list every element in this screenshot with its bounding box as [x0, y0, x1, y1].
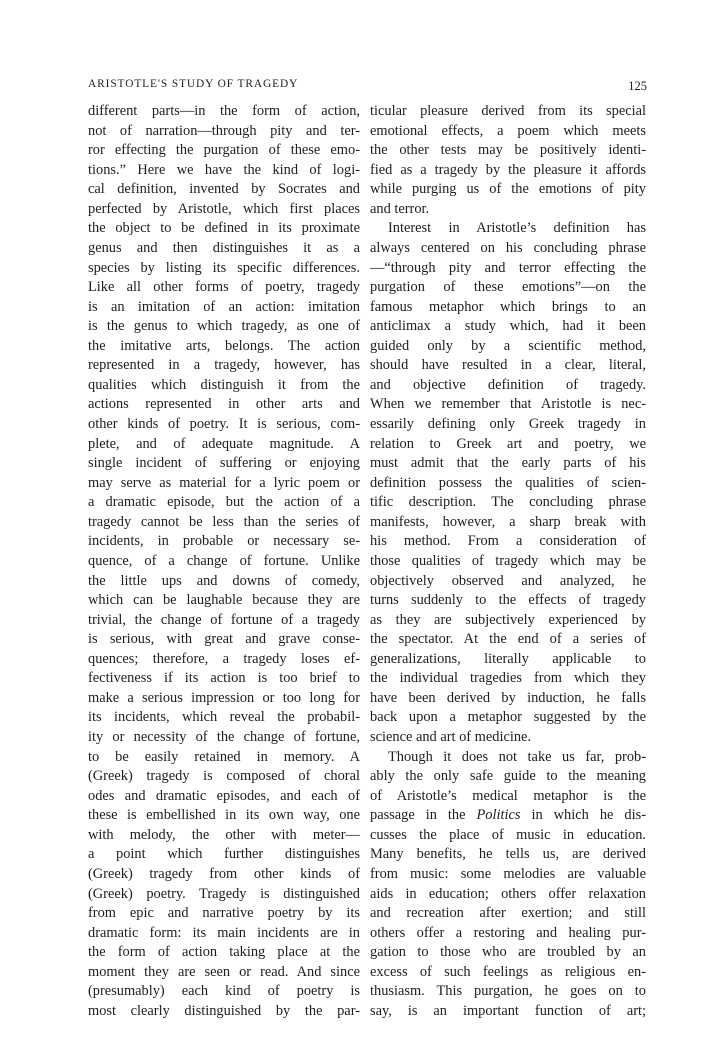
- text-line: back upon a metaphor suggested by the: [370, 709, 646, 726]
- text-line: of Aristotle’s medical metaphor is the: [370, 787, 646, 804]
- text-line: trivial, the change of fortune of a tragedy: [88, 611, 360, 628]
- text-line: from epic and narrative poetry by its: [88, 905, 360, 922]
- text-line: definition possess the qualities of scien-: [370, 474, 646, 491]
- text-line: relation to Greek art and poetry, we: [370, 435, 646, 452]
- text-line: anticlimax a study which, had it been: [370, 318, 646, 335]
- text-line: dramatic form: its main incidents are in: [88, 924, 360, 941]
- text-line: objectively observed and analyzed, he: [370, 572, 646, 589]
- text-line: aids in education; others offer relaxation: [370, 885, 646, 902]
- text-line: genus and then distinguishes it as a: [88, 239, 360, 256]
- text-line: its incidents, which reveal the probabil-: [88, 709, 360, 726]
- text-line: the object to be defined in its proximate: [88, 220, 360, 237]
- text-line: essarily defining only Greek tragedy in: [370, 416, 646, 432]
- text-line: the form of action taking place at the: [88, 944, 360, 961]
- text-line: the individual tragedies from which they: [370, 670, 646, 687]
- text-line: most clearly distinguished by the par-: [88, 1002, 360, 1019]
- text-line: different parts—in the form of action,: [88, 103, 360, 119]
- text-line: When we remember that Aristotle is nec-: [370, 396, 646, 413]
- right-text-column: [370, 102, 646, 1021]
- text-line: the imitative arts, belongs. The action: [88, 337, 360, 354]
- text-line: the other tests may be positively identi-: [370, 142, 646, 159]
- text-line: a dramatic episode, but the action of a: [88, 494, 360, 511]
- text-line: and recreation after exertion; and still: [370, 905, 646, 922]
- text-line: qualities which distinguish it from the: [88, 376, 360, 393]
- text-line: represented in a tragedy, however, has: [88, 357, 360, 374]
- text-line: not of narration—through pity and ter-: [88, 122, 360, 139]
- text-line: emotional effects, a poem which meets: [370, 122, 646, 139]
- text-line: and terror.: [370, 200, 430, 217]
- text-line: manifests, however, a sharp break with: [370, 513, 646, 530]
- text-line: is an imitation of an action: imitation: [88, 298, 360, 315]
- text-line: these is embellished in its own way, one: [88, 807, 360, 824]
- text-line: (Greek) tragedy is composed of choral: [88, 768, 360, 785]
- text-line: thusiasm. This purgation, he goes on to: [370, 983, 646, 1000]
- text-line: must admit that the early parts of his: [370, 455, 646, 472]
- text-line: plete, and of adequate magnitude. A: [88, 435, 360, 452]
- text-line: the little ups and downs of comedy,: [88, 572, 360, 589]
- text-line: tions.” Here we have the kind of logi-: [88, 161, 360, 178]
- text-line: tific description. The concluding phrase: [370, 494, 646, 511]
- text-line: ror effecting the purgation of these emo-: [88, 142, 360, 159]
- text-line: science and art of medicine.: [370, 729, 532, 745]
- text-line: —“through pity and terror effecting the: [370, 259, 646, 276]
- text-line: those qualities of tragedy which may be: [370, 552, 646, 569]
- text-line: others offer a restoring and healing pur-: [370, 924, 646, 941]
- left-text-column: [88, 102, 360, 1021]
- text-line: odes and dramatic episodes, and each of: [88, 787, 360, 804]
- text-line: passage in the Politics in which he dis-: [370, 807, 646, 824]
- text-line: have been derived by induction, he falls: [370, 689, 646, 706]
- text-line: is the genus to which tragedy, as one of: [88, 318, 360, 335]
- text-line: generalizations, literally applicable to: [370, 650, 646, 667]
- text-line: (Greek) poetry. Tragedy is distinguished: [88, 885, 360, 902]
- text-line: (presumably) each kind of poetry is: [88, 983, 360, 1000]
- text-line: Interest in Aristotle’s definition has: [388, 220, 646, 237]
- text-line: cal definition, invented by Socrates and: [88, 181, 360, 198]
- text-line: perfected by Aristotle, which first places: [88, 200, 360, 217]
- text-line: make a serious impression or too long for: [88, 689, 360, 706]
- text-line: his method. From a consideration of: [370, 533, 646, 550]
- text-line: while purging us of the emotions of pity: [370, 181, 646, 198]
- text-line: quences; therefore, a tragedy loses ef-: [88, 650, 360, 667]
- text-line: cusses the place of music in education.: [370, 826, 646, 843]
- text-line: and objective definition of tragedy.: [370, 376, 646, 393]
- text-line: ticular pleasure derived from its special: [370, 103, 646, 119]
- text-line: as they are subjectively experienced by: [370, 611, 646, 628]
- text-line: say, is an important function of art;: [370, 1002, 646, 1019]
- text-line: fectiveness if its action is too brief to: [88, 670, 360, 687]
- text-line: famous metaphor which brings to an: [370, 298, 646, 315]
- text-line: to be easily retained in memory. A: [88, 748, 360, 765]
- text-line: ably the only safe guide to the meaning: [370, 768, 646, 785]
- text-line: Though it does not take us far, prob-: [388, 748, 646, 765]
- text-line: ity or necessity of the change of fortune,: [88, 729, 360, 745]
- text-line: turns suddenly to the effects of tragedy: [370, 592, 646, 609]
- text-line: Like all other forms of poetry, tragedy: [88, 279, 360, 296]
- text-line: always centered on his concluding phrase: [370, 239, 646, 256]
- text-line: may serve as material for a lyric poem or: [88, 474, 360, 491]
- text-line: gation to those who are troubled by an: [370, 944, 646, 961]
- text-line: single incident of suffering or enjoying: [88, 455, 360, 472]
- book-title-emphasis: Politics: [476, 807, 521, 824]
- text-line: incidents, in probable or necessary se-: [88, 533, 360, 550]
- text-line: actions represented in other arts and: [88, 396, 360, 413]
- text-line: moment they are seen or read. And since: [88, 963, 360, 980]
- text-line: guided only by a scientific method,: [370, 337, 646, 354]
- text-line: should have resulted in a clear, literal,: [370, 357, 646, 374]
- text-line: tragedy cannot be less than the series of: [88, 513, 360, 530]
- text-line: purgation of these emotions”—on the: [370, 279, 646, 296]
- text-line: from music: some melodies are valuable: [370, 865, 646, 882]
- text-line: which can be laughable because they are: [88, 592, 360, 609]
- text-line: is serious, with great and grave conse-: [88, 631, 360, 648]
- text-line: fied as a tragedy by the pleasure it affords: [370, 161, 646, 178]
- text-line: excess of such feelings as religious en-: [370, 963, 646, 980]
- text-line: a point which further distinguishes: [88, 846, 360, 863]
- running-head-title: ARISTOTLE'S STUDY OF TRAGEDY: [88, 78, 299, 90]
- text-line: Many benefits, he tells us, are derived: [370, 846, 646, 863]
- text-line: species by listing its specific differences.: [88, 259, 360, 276]
- text-line: (Greek) tragedy from other kinds of: [88, 865, 360, 882]
- page-number: 125: [628, 79, 647, 93]
- text-line: quence, of a change of fortune. Unlike: [88, 552, 360, 569]
- text-line: with melody, the other with meter—: [88, 826, 360, 843]
- text-line: the spectator. At the end of a series of: [370, 631, 646, 648]
- text-line: other kinds of poetry. It is serious, com-: [88, 416, 360, 432]
